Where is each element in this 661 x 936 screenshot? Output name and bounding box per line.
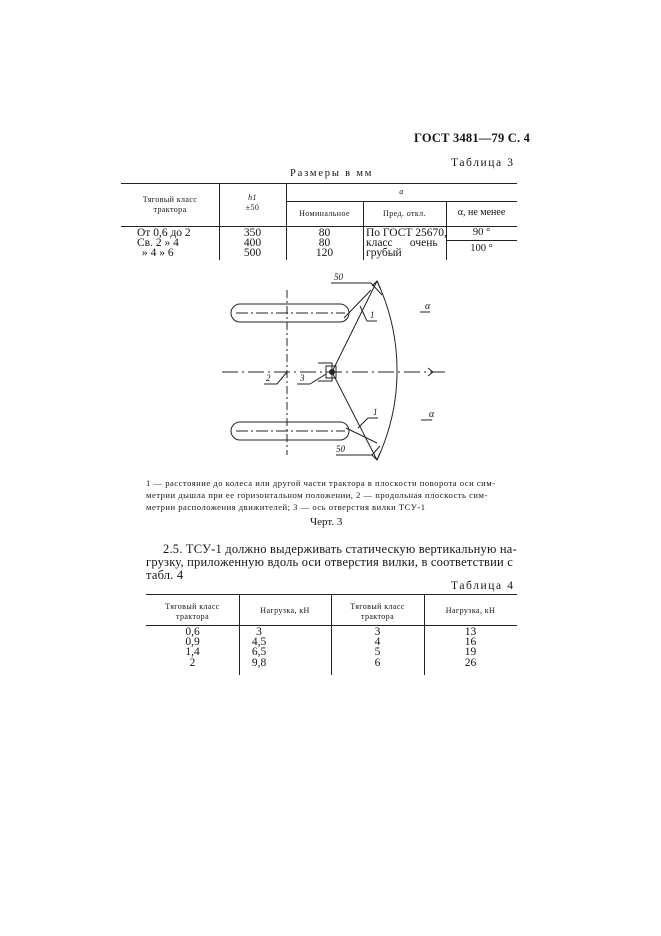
- table4-row3-c3: 5: [374, 646, 381, 658]
- table4-col4: Нагрузка, кН: [445, 606, 496, 615]
- table4-col3-line2: трактора: [360, 612, 395, 621]
- table4-col1-line1: Тяговый класс: [165, 602, 220, 611]
- table4-row4-c2: 9,8: [251, 657, 267, 669]
- table4-col3-line1: Тяговый класс: [350, 602, 405, 611]
- table4-row3-c2: 6,5: [251, 646, 267, 658]
- table4-row2-c1: 0,9: [185, 636, 200, 648]
- table3-deviation-line1: По ГОСТ 25670,: [366, 227, 447, 239]
- table3-row1-h1: 350: [243, 227, 262, 239]
- figure-caption-line2: метрии дышла при ее горизонтальном положении, 2 — продольная плоскость сим-: [146, 490, 488, 500]
- table3-row1-class: От 0,6 до 2: [137, 227, 191, 239]
- table4-caption: Таблица 4: [451, 580, 515, 592]
- label-2: 2: [266, 373, 271, 383]
- paragraph-line3: табл. 4: [146, 568, 184, 582]
- table3-deviation-line3: грубый: [366, 247, 402, 259]
- table3-alpha-2: 100 °: [470, 243, 493, 254]
- table3-col-class-line1: Тяговый класс: [142, 195, 198, 204]
- table4-col1-line2: трактора: [175, 612, 210, 621]
- label-1-bottom: 1: [373, 407, 378, 417]
- figure-caption-line1: 1 — расстояние до колеса или другой части трактора в плоскости поворота оси сим-: [146, 478, 496, 488]
- table3-units: Размеры в мм: [290, 168, 374, 179]
- table3-row3-h1: 500: [243, 247, 262, 259]
- label-3: 3: [300, 373, 305, 383]
- table4-row2-c4: 16: [464, 636, 477, 648]
- table3-row1-nominal: 80: [318, 227, 331, 239]
- table4-row1-c1: 0,6: [185, 626, 200, 638]
- table4-row2-c2: 4,5: [251, 636, 267, 648]
- table4-row4-c1: 2: [189, 657, 196, 669]
- table3-row2-nominal: 80: [318, 237, 331, 249]
- table3-col-h1: h1: [248, 193, 257, 202]
- table4-row1-c2: 3: [256, 626, 262, 638]
- table4-row2-c3: 4: [374, 636, 381, 648]
- table3-row2-class: Св. 2 » 4: [137, 237, 179, 249]
- label-1-top: 1: [370, 310, 375, 320]
- paragraph-line1: 2.5. ТСУ-1 должно выдерживать статическую вертикальную на-: [163, 542, 517, 556]
- alpha-label-top: α: [425, 301, 431, 312]
- table4-col2: Нагрузка, кН: [260, 606, 310, 615]
- dimension-50-bottom: 50: [336, 444, 345, 454]
- table3-col-nominal: Номинальное: [299, 209, 350, 218]
- dimension-50-top: 50: [334, 272, 343, 282]
- table3-row2-h1: 400: [243, 237, 262, 249]
- table3-row3-nominal: 120: [315, 247, 334, 259]
- table4-row4-c3: 6: [374, 657, 381, 669]
- table4-row3-c1: 1,4: [185, 646, 200, 658]
- table4-row1-c3: 3: [374, 626, 381, 638]
- figure-caption-line3: метрии расположения движителей; 3 — ось отверстия вилки ТСУ-1: [146, 502, 426, 512]
- table4-row4-c4: 26: [464, 657, 477, 669]
- table3-col-h1-tol: ±50: [245, 203, 260, 212]
- table3-caption: Таблица 3: [451, 157, 515, 169]
- table4-row3-c4: 19: [464, 646, 477, 658]
- table3-col-deviation: Пред. откл.: [383, 209, 426, 218]
- paragraph-line2: грузку, приложенную вдоль оси отверстия вилки, в соответствии с: [146, 555, 514, 569]
- table4-row1-c4: 13: [464, 626, 477, 638]
- alpha-label-bottom: α: [429, 409, 435, 420]
- document-header: ГОСТ 3481—79 С. 4: [414, 131, 531, 145]
- table3-col-a: a: [399, 187, 404, 196]
- table3-col-alpha: α, не менее: [457, 207, 506, 218]
- table3-deviation-line2: класс очень: [366, 237, 438, 249]
- figure-title: Черт. 3: [310, 516, 343, 528]
- table3-row3-class: » 4 » 6: [142, 247, 174, 259]
- table3-alpha-1: 90 °: [472, 227, 491, 238]
- table3-col-class-line2: трактора: [153, 205, 187, 214]
